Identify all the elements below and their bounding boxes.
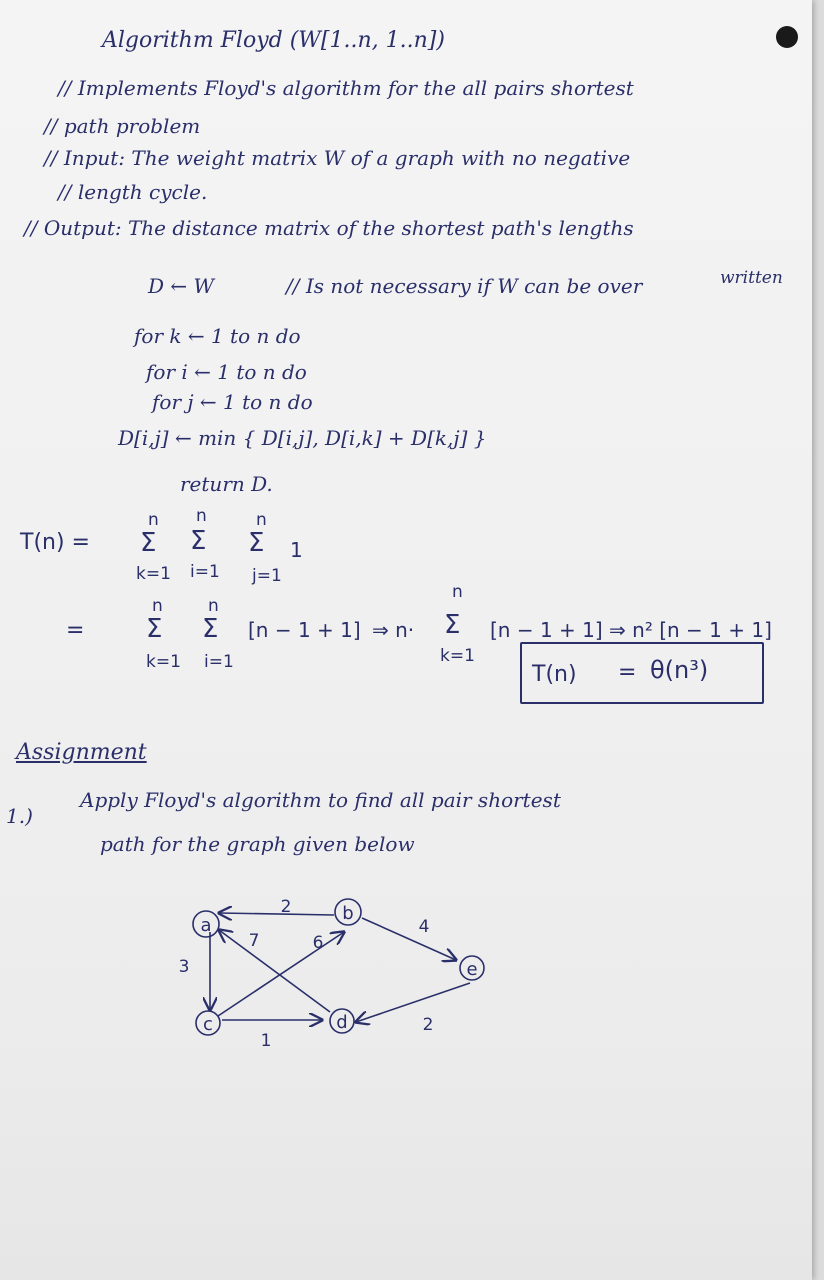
sum-upper: n bbox=[208, 596, 219, 616]
edge-e-d bbox=[356, 983, 470, 1022]
comment-line: // Implements Floyd's algorithm for the all pairs shortest bbox=[58, 76, 634, 100]
edge-weight: 6 bbox=[312, 933, 324, 953]
node-b: b bbox=[342, 903, 354, 924]
sigma: Σ bbox=[444, 610, 461, 640]
sigma: Σ bbox=[202, 614, 219, 644]
init-comment-cont: written bbox=[720, 268, 783, 288]
sum-upper: n bbox=[256, 510, 267, 530]
edge-weight: 4 bbox=[418, 917, 430, 937]
step: ⇒ n· bbox=[372, 618, 415, 642]
sigma: Σ bbox=[248, 528, 265, 558]
sum-body: [n − 1 + 1] ⇒ n² [n − 1 + 1] bbox=[490, 618, 772, 642]
comment-line: // Output: The distance matrix of the shortest path's lengths bbox=[24, 216, 634, 240]
sigma: Σ bbox=[190, 526, 207, 556]
node-c: c bbox=[203, 1014, 213, 1035]
edge-c-b bbox=[218, 932, 344, 1016]
analysis-lhs: T(n) = bbox=[20, 530, 90, 555]
algorithm-header: Algorithm Floyd (W[1..n, 1..n]) bbox=[102, 28, 445, 53]
result-lhs: T(n) bbox=[532, 662, 577, 687]
sum-body: 1 bbox=[290, 538, 303, 562]
loop-i: for i ← 1 to n do bbox=[146, 360, 307, 384]
assignment-heading: Assignment bbox=[16, 740, 147, 765]
sigma: Σ bbox=[140, 528, 157, 558]
loop-j: for j ← 1 to n do bbox=[152, 390, 313, 414]
comment-line: // path problem bbox=[44, 114, 201, 138]
sum-lower: i=1 bbox=[190, 562, 220, 582]
sum-upper: n bbox=[452, 582, 463, 602]
edge-weight: 3 bbox=[178, 957, 190, 977]
result-eq: = bbox=[618, 660, 637, 685]
sum-lower: k=1 bbox=[136, 564, 171, 584]
init-comment: // Is not necessary if W can be over bbox=[286, 274, 643, 298]
node-e: e bbox=[466, 959, 478, 980]
edge-weight: 7 bbox=[248, 931, 260, 951]
sum-upper: n bbox=[148, 510, 159, 530]
loop-k: for k ← 1 to n do bbox=[134, 324, 301, 348]
edge-weight: 2 bbox=[422, 1015, 434, 1035]
sum-upper: n bbox=[196, 506, 207, 526]
edge-b-e bbox=[362, 918, 456, 960]
sum-body: [n − 1 + 1] bbox=[248, 618, 361, 642]
question-number: 1.) bbox=[6, 804, 33, 828]
node-a: a bbox=[200, 915, 212, 936]
sum-lower: j=1 bbox=[252, 566, 282, 586]
init-statement: D ← W bbox=[148, 274, 215, 298]
edge-b-a bbox=[219, 913, 334, 915]
equals-sign: = bbox=[66, 618, 85, 643]
sum-lower: i=1 bbox=[204, 652, 234, 672]
comment-line: // length cycle. bbox=[58, 180, 208, 204]
result-rhs: θ(n³) bbox=[650, 656, 709, 684]
sum-lower: k=1 bbox=[440, 646, 475, 666]
return-statement: return D. bbox=[180, 472, 273, 496]
edge-weight: 2 bbox=[280, 897, 292, 917]
sigma: Σ bbox=[146, 614, 163, 644]
question-line: Apply Floyd's algorithm to find all pair shortest bbox=[80, 788, 561, 812]
question-line: path for the graph given below bbox=[100, 832, 415, 856]
comment-line: // Input: The weight matrix W of a graph with no negative bbox=[44, 146, 631, 170]
node-d: d bbox=[336, 1012, 348, 1033]
edge-weight: 1 bbox=[260, 1031, 272, 1051]
update-statement: D[i,j] ← min { D[i,j], D[i,k] + D[k,j] } bbox=[118, 426, 487, 450]
sum-upper: n bbox=[152, 596, 163, 616]
sum-lower: k=1 bbox=[146, 652, 181, 672]
